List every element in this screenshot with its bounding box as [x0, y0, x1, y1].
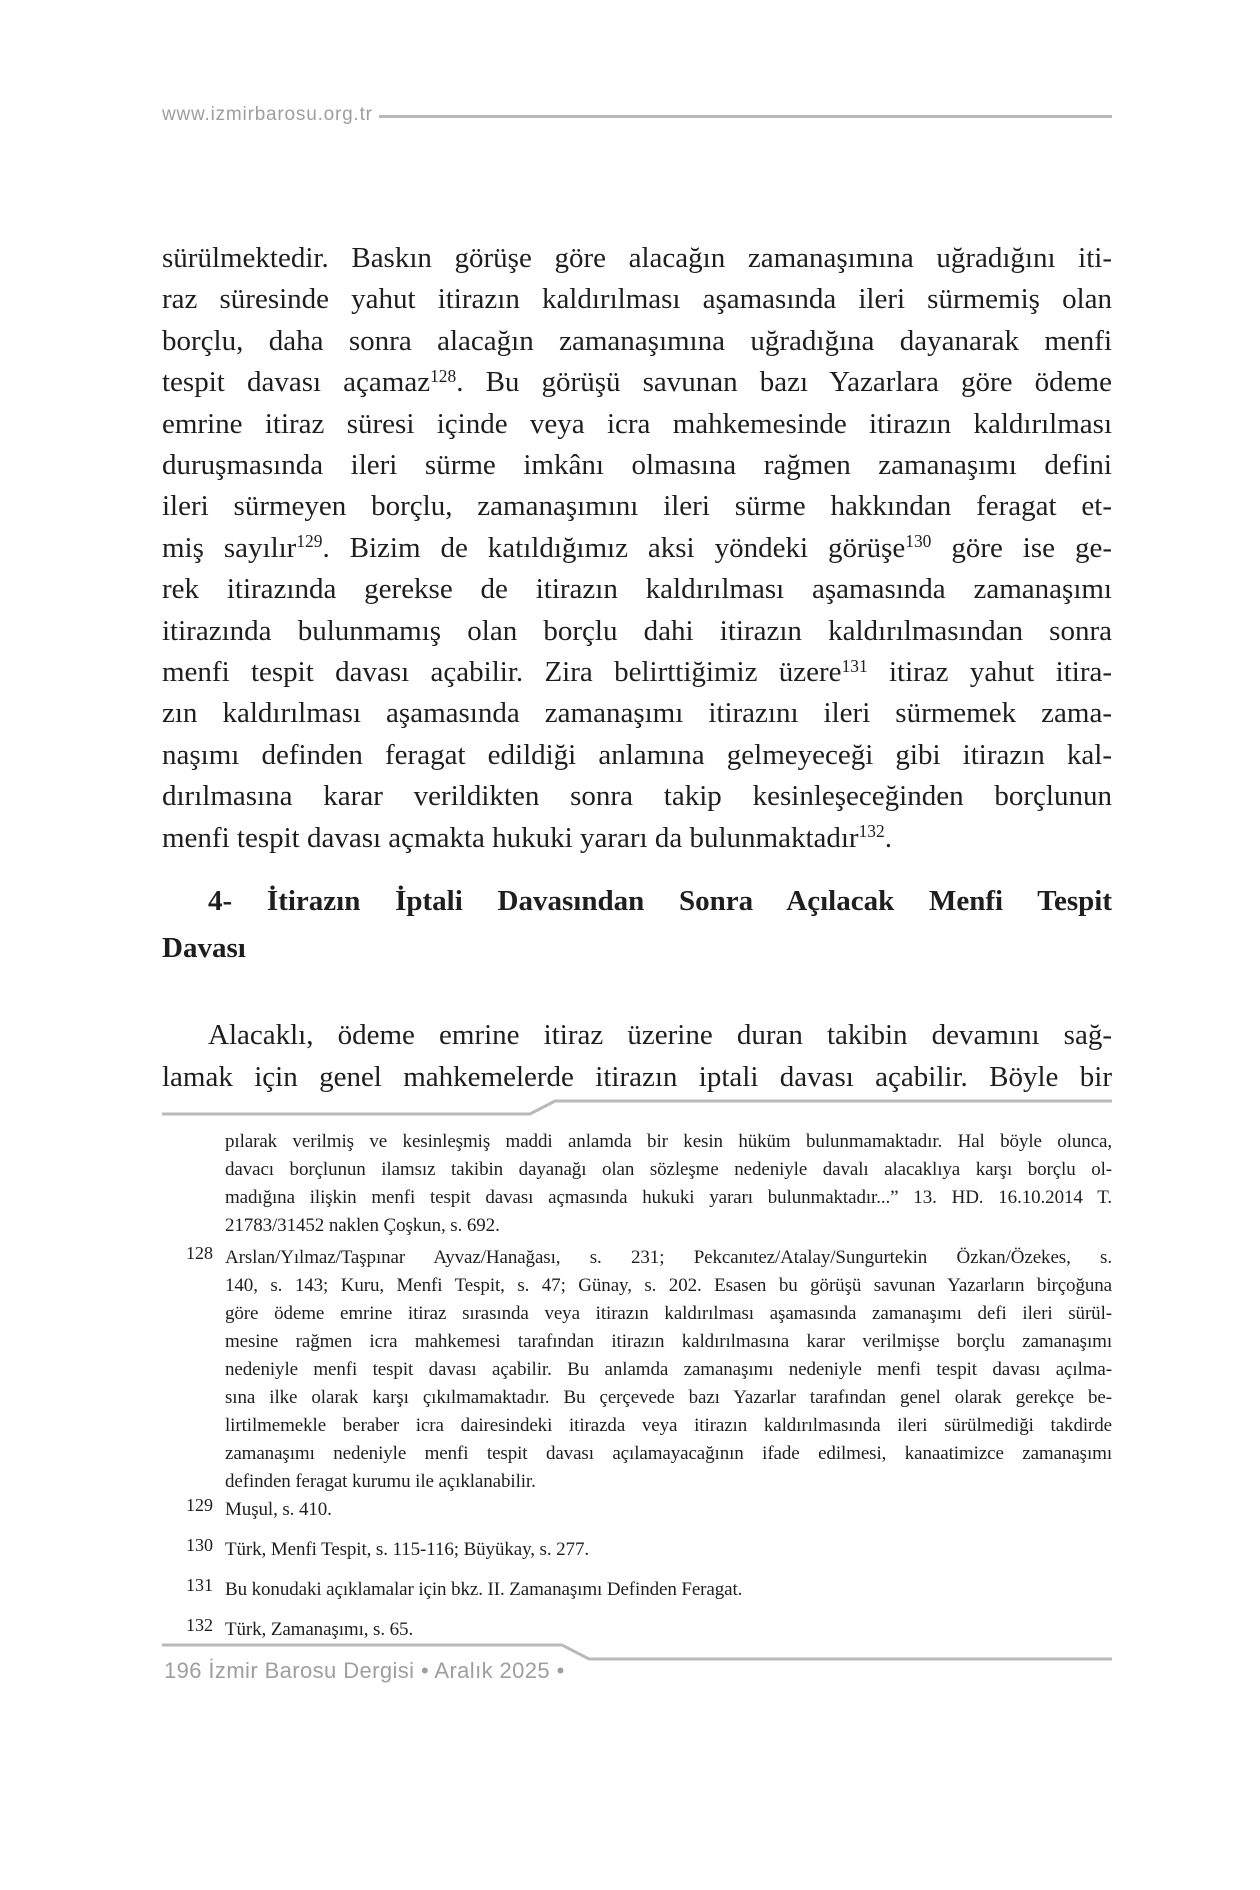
footnote-text: [225, 1576, 1112, 1604]
footnote-number: 131: [186, 1575, 213, 1595]
text-line: [225, 1468, 1112, 1496]
text-line: [225, 1128, 1112, 1156]
text-span: emrine itiraz süresi içinde veya icra mahkemesinde itirazın kaldırılması: [162, 407, 1112, 440]
footnote-ref: 131: [841, 655, 868, 676]
text-line: [225, 1576, 1112, 1604]
footnote-text: [225, 1496, 1112, 1524]
text-line: [225, 1440, 1112, 1468]
footnote-number: 129: [186, 1495, 213, 1515]
text-line: [225, 1536, 1112, 1564]
text-line: [162, 878, 1112, 925]
text-span: tespit davası açamaz: [162, 366, 431, 399]
header-url: www.izmirbarosu.org.tr: [162, 104, 373, 125]
header-rule: [379, 115, 1112, 118]
footnote-number: 130: [186, 1535, 213, 1555]
footnote-text: [225, 1536, 1112, 1564]
footnote-ref: 130: [905, 531, 932, 552]
text-line: [162, 569, 1112, 610]
text-line: [225, 1272, 1112, 1300]
text-span: davacı borçlunun ilamsız takibin dayanağı olan sözleşme nedeniyle davalı alacaklıya karşı borçlu ol-: [225, 1159, 1112, 1180]
text-span: Muşul, s. 410.: [225, 1499, 332, 1520]
text-span: nedeniyle menfi tespit davası açabilir. Bu anlamda zamanaşımı nedeniyle menfi tespit davası açılma-: [225, 1359, 1112, 1380]
text-line: [225, 1616, 1112, 1644]
text-line: [225, 1300, 1112, 1328]
text-line: [162, 652, 1112, 693]
text-line: [162, 362, 1112, 403]
footnote-ref: 132: [858, 821, 885, 842]
text-span: zamanaşımı nedeniyle menfi tespit davası açılamayacağının ifade edilmesi, kanaatimizce zamanaşımı: [225, 1443, 1112, 1464]
text-line: [225, 1356, 1112, 1384]
footnote-entry-129: [162, 1496, 1112, 1524]
text-span: itiraz yahut itira-: [867, 656, 1112, 689]
text-span: . Bu görüşü savunan bazı Yazarlara göre ödeme: [456, 366, 1112, 399]
text-span: lirtilmemekle beraber icra dairesindeki itirazda veya itirazın kaldırılmasında ileri sürülmediği takdirde: [225, 1415, 1112, 1436]
text-span: sına ilke olarak karşı çıkılmamaktadır. Bu çerçevede bazı Yazarlar tarafından genel olarak gerekçe be-: [225, 1387, 1112, 1408]
text-span: raz süresinde yahut itirazın kaldırılması aşamasında ileri sürmemiş olan: [162, 283, 1112, 316]
text-span: Türk, Zamanaşımı, s. 65.: [225, 1619, 414, 1640]
text-line: [225, 1184, 1112, 1212]
footnote-ref: 129: [296, 531, 323, 552]
text-line: [162, 404, 1112, 445]
footer-text: 196 İzmir Barosu Dergisi • Aralık 2025 •: [164, 1658, 565, 1683]
text-span: 4- İtirazın İptali Davasından Sonra Açılacak Menfi Tespit: [208, 885, 1112, 917]
text-span: .: [884, 821, 892, 854]
footnote-entry-132: [162, 1616, 1112, 1644]
text-span: göre ödeme emrine itiraz sırasında veya itirazın kaldırılması aşamasında zamanaşımı defi ileri sürül-: [225, 1303, 1112, 1324]
text-line: [162, 238, 1112, 279]
text-line: [225, 1328, 1112, 1356]
text-line: [162, 693, 1112, 734]
text-span: Davası: [162, 932, 246, 964]
footnote-entry-128: [162, 1244, 1112, 1496]
text-span: ileri sürmeyen borçlu, zamanaşımını ileri sürme hakkından feragat et-: [162, 490, 1112, 523]
text-span: Bu konudaki açıklamalar için bkz. II. Zamanaşımı Definden Feragat.: [225, 1579, 743, 1600]
text-span: 21783/31452 naklen Çoşkun, s. 692.: [225, 1215, 500, 1236]
footnote-ref: 128: [430, 365, 457, 386]
footnote-text: [225, 1616, 1112, 1644]
text-span: definden feragat kurumu ile açıklanabilir.: [225, 1471, 536, 1492]
text-span: zın kaldırılması aşamasında zamanaşımı itirazını ileri sürmemek zama-: [162, 697, 1112, 730]
text-span: . Bizim de katıldığımız aksi yöndeki görüşe: [322, 531, 906, 564]
text-span: miş sayılır: [162, 531, 297, 564]
text-line: [162, 735, 1112, 776]
footnote-entry-131: [162, 1576, 1112, 1604]
text-line: [162, 925, 1112, 972]
text-span: borçlu, daha sonra alacağın zamanaşımına uğradığına dayanarak menfi: [162, 324, 1112, 357]
text-span: madığına ilişkin menfi tespit davası açmasında hukuki yararı bulunmaktadır...” 13. HD. 16.10.2014 T.: [225, 1187, 1112, 1208]
text-line: [225, 1244, 1112, 1272]
text-span: göre ise ge-: [931, 531, 1112, 564]
text-line: [225, 1384, 1112, 1412]
text-span: dırılmasına karar verildikten sonra takip kesinleşeceğinden borçlunun: [162, 780, 1112, 813]
text-span: Arslan/Yılmaz/Taşpınar Ayvaz/Hanağası, s. 231; Pekcanıtez/Atalay/Sungurtekin Özkan/Özekes, s.: [225, 1247, 1112, 1268]
text-line: [162, 486, 1112, 527]
page-header: [162, 104, 1112, 126]
text-span: pılarak verilmiş ve kesinleşmiş maddi anlamda bir kesin hüküm bulunmamaktadır. Hal böyle olunca,: [225, 1131, 1112, 1152]
text-span: 140, s. 143; Kuru, Menfi Tespit, s. 47; Günay, s. 202. Esasen bu görüşü savunan Yazarların birçoğuna: [225, 1275, 1112, 1296]
text-line: [225, 1212, 1112, 1240]
text-span: lamak için genel mahkemelerde itirazın iptali davası açabilir. Böyle bir: [162, 1061, 1112, 1093]
footnote-separator: [162, 1097, 1112, 1119]
text-span: mesine rağmen icra mahkemesi tarafından itirazın kaldırılmasına karar verilmişse borçlu zamanaşımı: [225, 1331, 1112, 1352]
text-line: [225, 1412, 1112, 1440]
text-span: menfi tespit davası açabilir. Zira belirttiğimiz üzere: [162, 656, 842, 689]
footnotes: [162, 1128, 1112, 1644]
footnote-127-continuation: [162, 1128, 1112, 1240]
text-line: [225, 1156, 1112, 1184]
footnote-text: [225, 1244, 1112, 1496]
text-line: [162, 445, 1112, 486]
text-line: [162, 279, 1112, 320]
text-span: naşımı definden feragat edildiği anlamına gelmeyeceği gibi itirazın kal-: [162, 738, 1112, 771]
section-heading: [162, 878, 1112, 972]
text-line: [225, 1496, 1112, 1524]
text-line: [162, 776, 1112, 817]
text-span: duruşmasında ileri sürme imkânı olmasına rağmen zamanaşımı defini: [162, 449, 1112, 482]
text-line: [162, 528, 1112, 569]
footnote-entry-130: [162, 1536, 1112, 1564]
text-span: Türk, Menfi Tespit, s. 115-116; Büyükay, s. 277.: [225, 1539, 589, 1560]
footnote-number: 128: [186, 1243, 213, 1263]
text-line: [162, 1014, 1112, 1056]
text-line: [162, 1056, 1112, 1098]
text-span: Alacaklı, ödeme emrine itiraz üzerine duran takibin devamını sağ-: [208, 1019, 1112, 1051]
text-span: itirazında bulunmamış olan borçlu dahi itirazın kaldırılmasından sonra: [162, 614, 1112, 647]
text-span: menfi tespit davası açmakta hukuki yararı da bulunmaktadır: [162, 821, 859, 854]
text-line: [162, 818, 1112, 859]
footnote-number: 132: [186, 1615, 213, 1635]
body-paragraph-1: [162, 238, 1112, 859]
text-span: rek itirazında gerekse de itirazın kaldırılması aşamasında zamanaşımı: [162, 573, 1112, 606]
body-paragraph-2: [162, 1014, 1112, 1098]
text-line: [162, 321, 1112, 362]
text-span: sürülmektedir. Baskın görüşe göre alacağın zamanaşımına uğradığını iti-: [162, 242, 1112, 274]
text-line: [162, 611, 1112, 652]
